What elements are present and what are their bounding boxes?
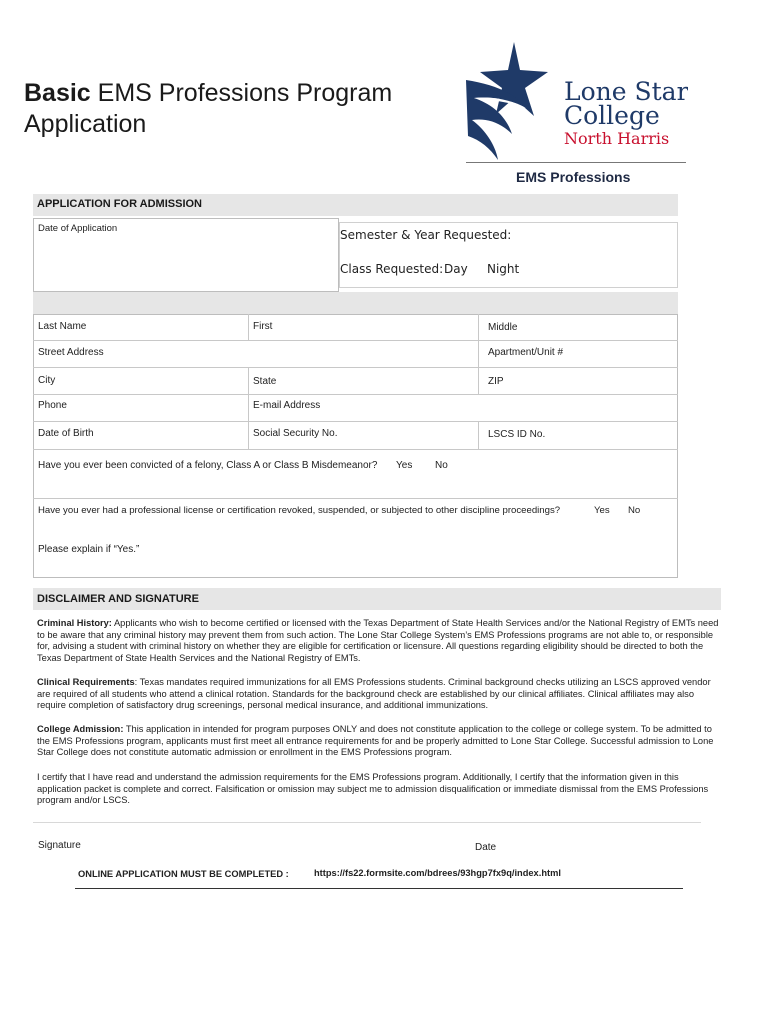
criminal-history-text: Applicants who wish to become certified or licensed with the Texas Department of State Health Services and/or the National Registry of EMTs need to be aware that any criminal history may prevent them from such action. The Lone Star College System’s EMS Professions programs are not able to, or responsible for, advising a student with criminal history on whether they are eligible for certification or licensure. All questions regarding eligibility should be directed to both the Texas Department of State Health Services and the National Registry of EMTs. bbox=[37, 618, 719, 663]
class-day-option[interactable]: Day bbox=[444, 262, 468, 276]
application-fields-box bbox=[33, 314, 678, 578]
page-title bbox=[24, 78, 392, 140]
lscs-id-field[interactable]: LSCS ID No. bbox=[488, 429, 546, 440]
col-divider bbox=[248, 394, 249, 421]
felony-no-option[interactable]: No bbox=[435, 460, 448, 471]
phone-field[interactable]: Phone bbox=[38, 400, 67, 411]
apartment-field[interactable]: Apartment/Unit # bbox=[488, 347, 564, 358]
clinical-requirements-paragraph bbox=[37, 677, 725, 712]
street-address-field[interactable]: Street Address bbox=[38, 347, 104, 358]
col-divider bbox=[478, 340, 479, 367]
spacer-bar bbox=[33, 292, 678, 314]
state-field[interactable]: State bbox=[253, 376, 277, 387]
department-name: EMS Professions bbox=[516, 169, 631, 185]
row-divider bbox=[33, 449, 678, 450]
row-divider bbox=[33, 394, 678, 395]
link-underline bbox=[75, 888, 683, 889]
college-admission-text: This application in intended for program purposes ONLY and does not constitute application to the college or college system. To be admitted to the EMS Professions program, applicants must first meet all entrance requirements for and be properly admitted to Lone Star College. Successful admission to Lone Star College does not constitute automatic admission or enrollment in the EMS Professions program. bbox=[37, 724, 714, 758]
row-divider bbox=[33, 498, 678, 499]
criminal-history-label: Criminal History: bbox=[37, 618, 112, 628]
certify-paragraph: I certify that I have read and understand the admission requirements for the EMS Professions program. Additionally, I certify that the information given in this application packet is complete and correct. Falsification or omission may subject me to admission disqualification or immediate dismissal from the EMS Professions program and/or LSCS. bbox=[37, 772, 709, 806]
row-divider bbox=[33, 367, 678, 368]
criminal-history-paragraph bbox=[37, 618, 725, 664]
city-field[interactable]: City bbox=[38, 375, 56, 386]
logo-divider bbox=[466, 162, 686, 163]
ssn-field[interactable]: Social Security No. bbox=[253, 428, 338, 439]
disclaimer-section-header: DISCLAIMER AND SIGNATURE bbox=[33, 588, 721, 610]
college-admission-paragraph bbox=[37, 724, 725, 759]
title-rest: EMS Professions Program bbox=[90, 79, 393, 107]
star-swoosh-icon bbox=[462, 40, 688, 164]
signature-divider bbox=[33, 822, 701, 823]
college-admission-label: College Admission: bbox=[37, 724, 124, 734]
online-application-label: ONLINE APPLICATION MUST BE COMPLETED : bbox=[78, 869, 289, 879]
logo-line2: College bbox=[564, 101, 660, 130]
online-application-link[interactable]: https://fs22.formsite.com/bdrees/93hgp7fx9q/index.html bbox=[314, 868, 561, 878]
title-bold: Basic bbox=[24, 79, 91, 107]
last-name-field[interactable]: Last Name bbox=[38, 321, 87, 332]
explain-field[interactable]: Please explain if “Yes.” bbox=[38, 544, 140, 555]
first-name-field[interactable]: First bbox=[253, 321, 273, 332]
logo-line1: Lone Star bbox=[564, 77, 688, 106]
zip-field[interactable]: ZIP bbox=[488, 376, 504, 387]
col-divider bbox=[478, 314, 479, 340]
date-field[interactable]: Date bbox=[475, 842, 497, 853]
class-night-option[interactable]: Night bbox=[487, 262, 520, 276]
clinical-requirements-label: Clinical Requirements bbox=[37, 677, 135, 687]
col-divider bbox=[478, 367, 479, 394]
dob-field[interactable]: Date of Birth bbox=[38, 428, 94, 439]
application-section-header: APPLICATION FOR ADMISSION bbox=[33, 194, 678, 216]
row-divider bbox=[33, 421, 678, 422]
felony-yes-option[interactable]: Yes bbox=[396, 460, 413, 471]
semester-requested-label: Semester & Year Requested: bbox=[340, 228, 512, 242]
college-logo bbox=[462, 40, 688, 164]
col-divider bbox=[248, 314, 249, 340]
logo-line3: North Harris bbox=[564, 129, 670, 148]
title-line2: Application bbox=[24, 110, 147, 138]
email-field[interactable]: E-mail Address bbox=[253, 400, 321, 411]
col-divider bbox=[248, 421, 249, 449]
license-no-option[interactable]: No bbox=[628, 505, 641, 516]
signature-field[interactable]: Signature bbox=[38, 840, 81, 851]
date-of-application-label: Date of Application bbox=[38, 223, 118, 234]
clinical-requirements-text: : Texas mandates required immunizations for all EMS Professions students. Criminal background checks utilizing an LSCS approved vendor are required of all students who attend a clinical rotation. Standards for the background check are established by our clinical affiliates. Clinical affiliates may also require completion of satisfactory drug screenings, personal medical insurance, and additional immunizations. bbox=[37, 677, 711, 711]
middle-name-field[interactable]: Middle bbox=[488, 322, 518, 333]
col-divider bbox=[478, 421, 479, 449]
row-divider bbox=[33, 340, 678, 341]
class-requested-label: Class Requested: bbox=[340, 262, 444, 276]
license-question: Have you ever had a professional license or certification revoked, suspended, or subjected to other discipline proceedings? bbox=[38, 505, 561, 516]
col-divider bbox=[248, 367, 249, 394]
license-yes-option[interactable]: Yes bbox=[594, 505, 610, 516]
felony-question: Have you ever been convicted of a felony, Class A or Class B Misdemeanor? bbox=[38, 460, 378, 471]
